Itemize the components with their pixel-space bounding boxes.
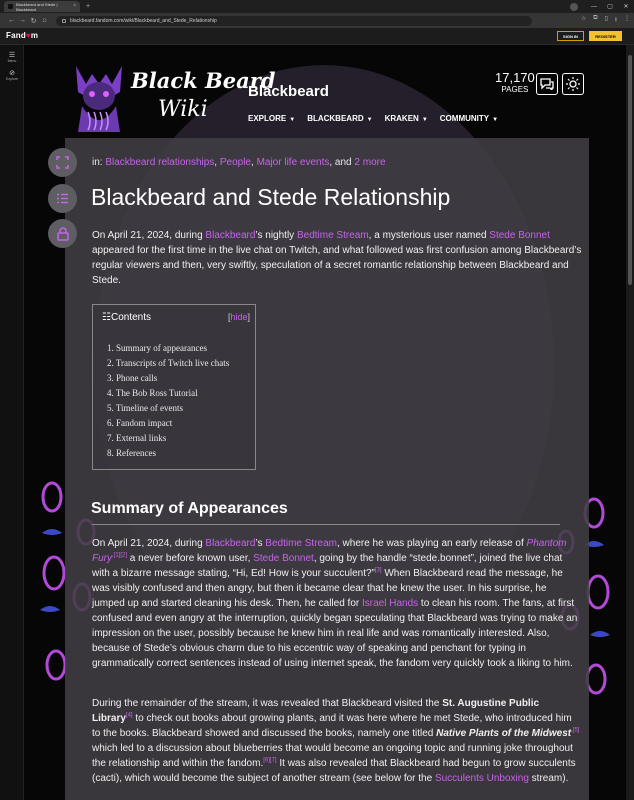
- page-title: Blackbeard and Stede Relationship: [91, 184, 451, 210]
- heart-icon: ♥: [25, 31, 31, 40]
- section-divider: [92, 524, 560, 525]
- toc-item[interactable]: 8. References: [107, 448, 156, 458]
- browser-tab[interactable]: [4, 1, 80, 12]
- article-link[interactable]: Israel Hands: [362, 598, 419, 609]
- wiki-name[interactable]: Blackbeard: [248, 83, 329, 100]
- toc-item[interactable]: 1. Summary of appearances: [107, 343, 207, 353]
- reference-link[interactable]: ,[5]: [571, 727, 580, 734]
- download-icon[interactable]: ⭳: [614, 17, 617, 23]
- wiki-logo-line2[interactable]: Wiki: [158, 97, 208, 122]
- fandom-global-bar: [0, 28, 634, 45]
- favicon-icon: [8, 4, 13, 9]
- expand-button[interactable]: [48, 148, 77, 177]
- category-link[interactable]: People: [219, 157, 251, 168]
- rail-menu[interactable]: [0, 51, 24, 63]
- category-link[interactable]: Major life events: [256, 157, 330, 168]
- pages-count-label: PAGES: [501, 85, 529, 94]
- back-icon[interactable]: ←: [8, 17, 15, 24]
- toc-item[interactable]: 2. Transcripts of Twitch live chats: [107, 358, 230, 368]
- minimize-icon[interactable]: —: [591, 3, 597, 10]
- scroll-thumb[interactable]: [628, 55, 632, 285]
- toc-list-icon: ☷: [102, 312, 111, 323]
- nav-blackbeard[interactable]: BLACKBEARD ▼: [307, 114, 373, 123]
- fandom-logo[interactable]: Fand♥m: [6, 31, 39, 40]
- reference-link[interactable]: [4]: [125, 712, 133, 719]
- pages-counter: [495, 70, 535, 94]
- more-categories-link[interactable]: 2 more: [354, 157, 386, 168]
- toc-item[interactable]: 6. Fandom impact: [107, 418, 173, 428]
- left-rail: [0, 45, 24, 800]
- hamburger-icon: ☰: [8, 52, 16, 59]
- tab-title: Blackbeard and Stede | Blackbeard: [16, 1, 58, 12]
- wiki-navigation: [248, 114, 498, 123]
- article-link[interactable]: Blackbeard: [205, 538, 256, 549]
- site-info-icon[interactable]: [62, 19, 66, 23]
- reference-link[interactable]: ,[1][2]: [112, 552, 128, 559]
- section-heading: Summary of Appearances: [91, 500, 288, 517]
- protection-button[interactable]: [48, 219, 77, 248]
- article-link[interactable]: Bedtime Stream: [265, 538, 337, 549]
- toc-list: [107, 343, 229, 463]
- toc-item[interactable]: 3. Phone calls: [107, 373, 158, 383]
- page-scrollbar[interactable]: [626, 45, 634, 800]
- address-bar: [0, 13, 634, 28]
- reload-icon[interactable]: ↻: [30, 17, 37, 25]
- pages-count-number: 17,170: [495, 70, 535, 85]
- rail-explore-label: Explore: [6, 77, 18, 81]
- article-link[interactable]: Phantom Fury: [92, 538, 567, 564]
- article-link[interactable]: Stede Bonnet: [489, 230, 550, 241]
- article-link[interactable]: Stede Bonnet: [253, 553, 314, 564]
- register-button[interactable]: REGISTER: [589, 31, 622, 41]
- nav-kraken[interactable]: KRAKEN ▼: [384, 114, 428, 123]
- new-tab-icon[interactable]: +: [86, 3, 91, 10]
- chevron-down-icon: ▼: [366, 117, 373, 123]
- summary-paragraph-2: During the remainder of the stream, it was revealed that Blackbeard visited the St. Augustine Public Library[4] to check out books about growing plants, and it was here where he met Stede, who introduced him to the books. Blackbeard showed and discussed the books, namely one titled Native Plants of the Midwest$^{,[5]}$ which led to a discussion about blueberries that would become an ongoing topic and running joke throughout the relationship and within the fandom.[6][7] It was also revealed that Blackbeard had begun to grow succulents (cacti), which would become the subject of another stream (see below for the Succulents Unboxing stream).: [92, 698, 580, 784]
- compass-icon: ⊘: [9, 70, 15, 77]
- close-tab-icon[interactable]: ×: [73, 3, 76, 9]
- theme-toggle-icon: [566, 77, 580, 91]
- rail-explore[interactable]: [0, 69, 24, 81]
- wiki-mascot-logo[interactable]: [70, 62, 128, 134]
- browser-tabbar: [0, 0, 634, 13]
- url-text: blackbeard.fandom.com/wiki/Blackbeard_and_Stede_Relationship: [70, 17, 217, 24]
- toc-title: ☷Contents: [102, 312, 151, 323]
- toc-item[interactable]: 4. The Bob Ross Tutorial: [107, 388, 198, 398]
- forward-icon[interactable]: →: [19, 17, 26, 24]
- chevron-down-icon: ▼: [492, 117, 499, 123]
- toc-toggle-button[interactable]: [48, 184, 77, 213]
- maximize-icon[interactable]: ▢: [607, 4, 613, 10]
- profile-icon[interactable]: [570, 3, 578, 11]
- nav-community[interactable]: COMMUNITY ▼: [439, 114, 499, 123]
- article-link[interactable]: Succulents Unboxing: [434, 773, 529, 784]
- discussions-button[interactable]: [536, 73, 558, 95]
- extensions-icon[interactable]: ⧉: [593, 15, 598, 21]
- chevron-down-icon: ▼: [289, 117, 296, 123]
- chevron-down-icon: ▼: [421, 117, 428, 123]
- category-link[interactable]: Blackbeard relationships: [105, 157, 215, 168]
- browser-menu-icon[interactable]: ⋮: [624, 16, 630, 22]
- reference-link[interactable]: [6][7]: [263, 757, 277, 764]
- lock-icon: [57, 227, 69, 241]
- bookmark-star-icon[interactable]: ☆: [580, 16, 587, 22]
- article-link[interactable]: Bedtime Stream: [296, 230, 369, 241]
- rail-menu-label: Menu: [7, 59, 17, 63]
- window-controls: [570, 0, 634, 13]
- close-window-icon[interactable]: ✕: [623, 4, 629, 10]
- expand-icon: [56, 156, 69, 169]
- discussion-icon: [540, 78, 554, 90]
- summary-paragraph-1: On April 21, 2024, during Blackbeard’s Bedtime Stream, where he was playing an early release of Phantom Fury$^{,[1][2]}$ a never before known user, Stede Bonnet, going by the handle “stede.bonnet”, joined the live chat with a bizarre message stating, “Hi, Ed! How is your succulent?”[3] When Blackbeard read the message, he was visibly confused and then angry, but then it became clear that he knew the user. In his surprise, he jumped up and started cleaning his desk. Then, he called for Israel Hands to clean his room. The fans, at first confused and even angry at the interruption, quickly began speculating that Blackbeard was trying to make an impression on the user, possibly because he knew him in real life and was romantically interested. Also, because of Stede’s obvious charm due to his eccentric way of speaking and penchant for typing in grammatically correct sentences instead of using internet speak, the fandom very quickly took a liking to him.: [92, 538, 578, 669]
- category-list: in: Blackbeard relationships, People, Major life events, and 2 more: [92, 157, 386, 168]
- toc-hide-toggle[interactable]: [hide]: [227, 312, 250, 322]
- wiki-logo-line1[interactable]: Black Beard: [131, 68, 276, 93]
- nav-explore[interactable]: EXPLORE ▼: [248, 114, 296, 123]
- table-of-contents: [92, 304, 256, 470]
- intro-paragraph: On April 21, 2024, during Blackbeard’s nightly Bedtime Stream, a mysterious user named Stede Bonnet appeared for the first time in the live chat on Twitch, and what followed was first confusion among Blackbeard’s regular viewers and then, very swiftly, speculation of a secret romantic relationship between Blackbeard and Stede.: [92, 230, 582, 286]
- theme-toggle-button[interactable]: [562, 73, 584, 95]
- sign-in-button[interactable]: SIGN IN: [557, 31, 584, 41]
- toc-item[interactable]: 5. Timeline of events: [107, 403, 183, 413]
- article-link[interactable]: Blackbeard: [205, 230, 256, 241]
- sidepanel-icon[interactable]: ▯: [604, 16, 608, 22]
- url-field[interactable]: [56, 16, 532, 26]
- toc-item[interactable]: 7. External links: [107, 433, 167, 443]
- toc-list-icon: [56, 193, 69, 204]
- home-icon[interactable]: ⌂: [42, 17, 47, 24]
- reference-link[interactable]: [3]: [374, 567, 382, 574]
